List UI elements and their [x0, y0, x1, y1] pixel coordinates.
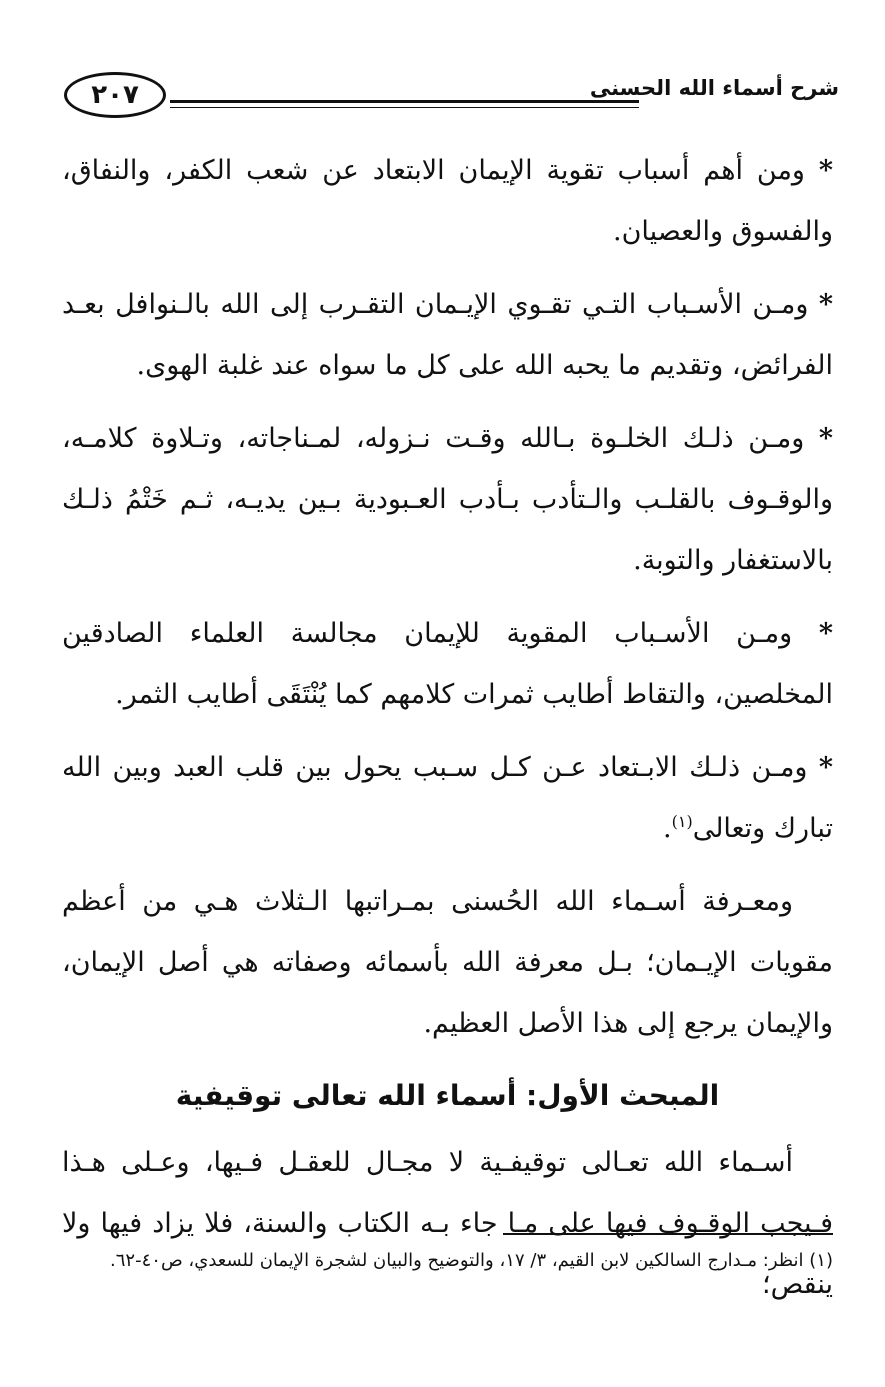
running-title: شرح أسماء الله الحسنى [589, 76, 839, 100]
bullet-star: * [818, 155, 833, 186]
header-rule [170, 100, 639, 103]
paragraph-4-text: ومـن الأسـباب المقوية للإيمان مجالسة العلماء الصادقين المخلصين، والتقاط أطايب ثمرات كلامهم كما يُنْتَقَى أطايب الثمر. [62, 618, 833, 710]
paragraph-1-text: ومن أهم أسباب تقوية الإيمان الابتعاد عن شعب الكفر، والنفاق، والفسوق والعصيان. [62, 155, 833, 247]
bullet-star: * [818, 289, 833, 320]
page-number: ٢٠٧ [64, 72, 166, 118]
paragraph-2 [62, 274, 833, 396]
paragraph-3-text: ومـن ذلـك الخلـوة بـالله وقـت نـزوله، لمـناجاته، وتـلاوة كلامـه، والوقـوف بالقلـب والـتأدب بـأدب العـبودية بـين يديـه، ثـم خَتْمُ ذلـك بالاستغفار والتوبة. [62, 423, 833, 576]
bullet-star: * [818, 618, 833, 649]
section-heading: المبحث الأول: أسماء الله تعالى توقيفية [175, 1079, 720, 1112]
paragraph-7-text: أسـماء الله تعـالى توقيفـية لا مجـال للعقـل فـيها، وعـلى هـذا فـيجب الوقـوف فيها على مـا جاء بـه الكتاب والسنة، فلا يزاد فيها ولا ينقص؛ [62, 1147, 833, 1300]
paragraph-7 [62, 1132, 833, 1315]
paragraph-3 [62, 408, 833, 591]
body-text [62, 140, 833, 1327]
paragraph-6-text: ومعـرفة أسـماء الله الحُسنى بمـراتبها الـثلاث هـي من أعظم مقويات الإيـمان؛ بـل معرفة الله بأسمائه وصفاته هي أصل الإيمان، والإيمان يرجع إلى هذا الأصل العظيم. [62, 886, 833, 1039]
footnote: (١) انظر: مـدارج السالكين لابن القيم، ٣/ ١٧، والتوضيح والبيان لشجرة الإيمان للسعدي، ص٤٠-٦٢. [110, 1250, 833, 1271]
page-header [60, 70, 839, 130]
bullet-star: * [818, 423, 833, 454]
paragraph-4 [62, 603, 833, 725]
footnote-rule [503, 1233, 833, 1235]
paragraph-5-text: ومـن ذلـك الابـتعاد عـن كـل سـبب يحول بين قلب العبد وبين الله تبارك وتعالى [62, 752, 833, 844]
header-rule-thin [170, 107, 639, 108]
paragraph-1 [62, 140, 833, 262]
bullet-star: * [818, 752, 833, 783]
footnote-ref[interactable]: (١) [671, 812, 693, 831]
paragraph-5 [62, 737, 833, 859]
paragraph-5-end: . [663, 813, 672, 844]
paragraph-2-text: ومـن الأسـباب التـي تقـوي الإيـمان التقـرب إلى الله بالـنوافل بعـد الفرائض، وتقديم ما يحبه الله على كل ما سواه عند غلبة الهوى. [62, 289, 833, 381]
paragraph-6 [62, 871, 833, 1054]
